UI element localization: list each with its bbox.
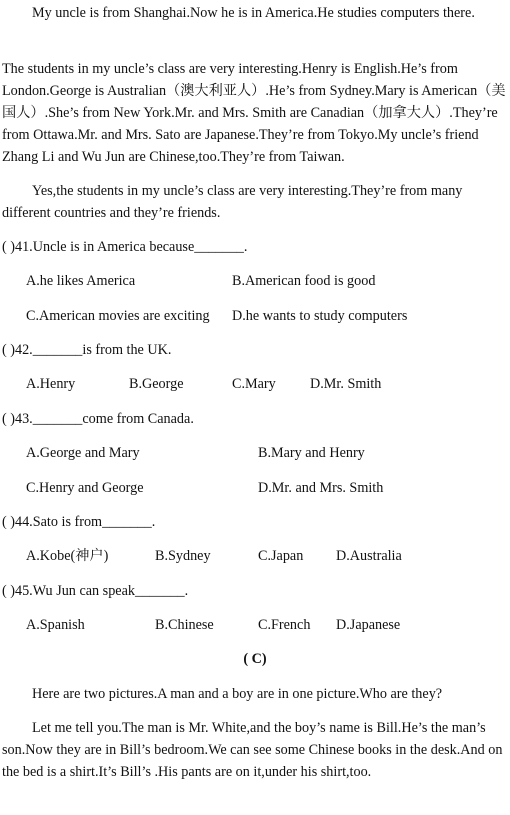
question-44-stem: ( )44.Sato is from_______. xyxy=(2,514,156,530)
passage-b-paragraph-1: My uncle is from Shanghai.Now he is in America.He studies computers there. xyxy=(32,5,475,21)
question-41-option-d: D.he wants to study computers xyxy=(232,308,408,324)
question-45-option-c: C.French xyxy=(258,617,311,633)
question-45-option-d: D.Japanese xyxy=(336,617,401,633)
question-43-option-b: B.Mary and Henry xyxy=(258,445,365,461)
question-45-option-b: B.Chinese xyxy=(155,617,214,633)
question-44-option-c: C.Japan xyxy=(258,548,304,564)
section-c-paragraph-1: Here are two pictures.A man and a boy are in one picture.Who are they? xyxy=(32,686,443,702)
question-41-option-a: A.he likes America xyxy=(26,273,136,289)
question-41-option-c: C.American movies are exciting xyxy=(26,308,210,324)
question-41-stem: ( )41.Uncle is in America because_______. xyxy=(2,239,248,255)
question-43-option-a: A.George and Mary xyxy=(26,445,140,461)
question-44-option-b: B.Sydney xyxy=(155,548,211,564)
passage-b-paragraph-2: The students in my uncle’s class are very interesting.Henry is English.He’s from London.George is Australian（澳大利亚人）.He’s from Sydney.Mary is American（美国人）.She’s from New York.Mr. and Mrs. Smith are Canadian（加拿大人）.They’re from Ottawa.Mr. and Mrs. Sato are Japanese.They’re from Tokyo.My uncle’s friend Zhang Li and Wu Jun are Chinese,too.They’re from Taiwan. xyxy=(2,61,506,165)
passage-b-paragraph-3: Yes,the students in my uncle’s class are very interesting.They’re from many different countries and they’re friends. xyxy=(2,183,463,221)
question-45-option-a: A.Spanish xyxy=(26,617,85,633)
question-42-option-d: D.Mr. Smith xyxy=(310,376,382,392)
question-44-option-d: D.Australia xyxy=(336,548,402,564)
question-42-option-c: C.Mary xyxy=(232,376,276,392)
question-44-option-a: A.Kobe(神户) xyxy=(26,548,109,564)
question-41-option-b: B.American food is good xyxy=(232,273,376,289)
question-43-stem: ( )43._______come from Canada. xyxy=(2,411,194,427)
question-42-stem: ( )42._______is from the UK. xyxy=(2,342,172,358)
question-43-option-d: D.Mr. and Mrs. Smith xyxy=(258,480,384,496)
question-42-option-a: A.Henry xyxy=(26,376,76,392)
question-43-option-c: C.Henry and George xyxy=(26,480,144,496)
section-c-paragraph-2: Let me tell you.The man is Mr. White,and the boy’s name is Bill.He’s the man’s son.Now they are in Bill’s bedroom.We can see some Chinese books in the desk.And on the bed is a shirt.It’s Bill’s .His pants are on it,under his shirt,too. xyxy=(2,720,503,780)
section-c-heading: ( C) xyxy=(243,651,267,667)
question-42-option-b: B.George xyxy=(129,376,184,392)
question-45-stem: ( )45.Wu Jun can speak_______. xyxy=(2,583,189,599)
